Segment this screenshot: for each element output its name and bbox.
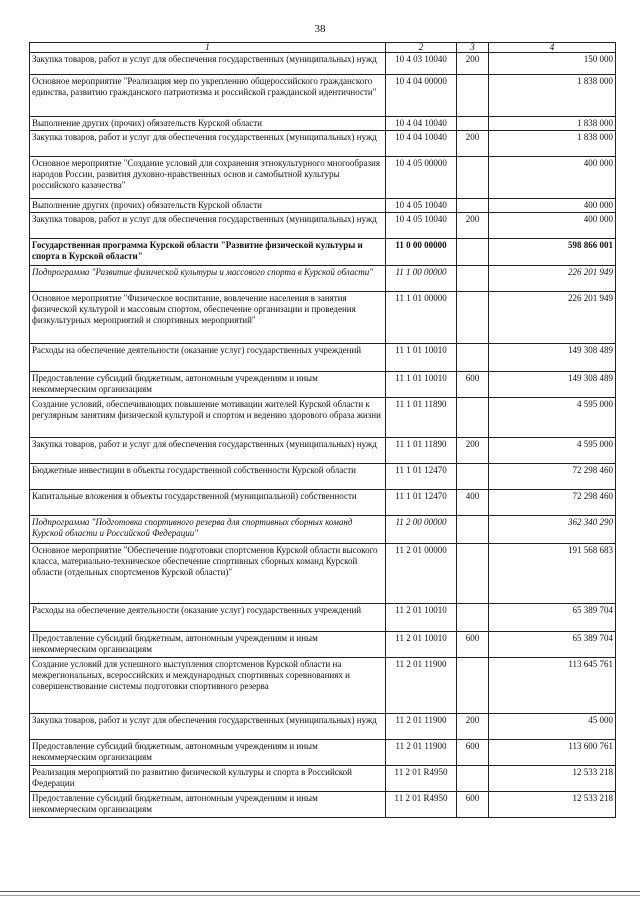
row-code: 10 4 05 00000 xyxy=(386,157,457,199)
row-name: Основное мероприятие "Обеспечение подготовки спортсменов Курской области высокого класса, материально-техническое обеспечение спортивных сборных команд Курской области (отдельных спортсменов Курской области)" xyxy=(30,544,386,604)
row-code: 11 0 00 00000 xyxy=(386,239,457,266)
row-expense-type xyxy=(457,344,489,372)
table-row xyxy=(30,53,616,75)
row-code: 10 4 04 10040 xyxy=(386,131,457,157)
row-code: 11 2 01 11900 xyxy=(386,658,457,714)
row-sum: 149 308 489 xyxy=(489,372,616,398)
row-name: Закупка товаров, работ и услуг для обеспечения государственных (муниципальных) нужд xyxy=(30,714,386,740)
row-sum: 12 533 218 xyxy=(489,766,616,792)
row-sum: 400 000 xyxy=(489,157,616,199)
row-expense-type xyxy=(457,544,489,604)
row-code: 11 2 01 R4950 xyxy=(386,766,457,792)
row-sum: 72 298 460 xyxy=(489,490,616,516)
row-expense-type: 200 xyxy=(457,714,489,740)
table-row xyxy=(30,792,616,818)
row-sum: 226 201 949 xyxy=(489,292,616,344)
row-code: 10 4 03 10040 xyxy=(386,53,457,75)
row-code: 11 1 01 11890 xyxy=(386,438,457,464)
table-row xyxy=(30,766,616,792)
row-sum: 12 533 218 xyxy=(489,792,616,818)
row-code: 11 1 01 11890 xyxy=(386,398,457,438)
table-row xyxy=(30,398,616,438)
row-expense-type: 200 xyxy=(457,438,489,464)
row-sum: 65 389 704 xyxy=(489,604,616,632)
row-expense-type xyxy=(457,239,489,266)
row-code: 10 4 05 10040 xyxy=(386,213,457,239)
row-sum: 65 389 704 xyxy=(489,632,616,658)
table-row xyxy=(30,266,616,292)
row-sum: 113 645 761 xyxy=(489,658,616,714)
row-name: Расходы на обеспечение деятельности (оказание услуг) государственных учреждений xyxy=(30,344,386,372)
row-code: 11 1 00 00000 xyxy=(386,266,457,292)
row-sum: 45 000 xyxy=(489,714,616,740)
table-row xyxy=(30,490,616,516)
row-sum: 191 568 683 xyxy=(489,544,616,604)
row-sum: 400 000 xyxy=(489,199,616,213)
table-row xyxy=(30,438,616,464)
table-row xyxy=(30,117,616,131)
row-name: Создание условий для успешного выступления спортсменов Курской области на межрегиональных, всероссийских и международных спортивных соревнованиях и совершенствование системы подготовки спортивного резерва xyxy=(30,658,386,714)
row-sum: 4 595 000 xyxy=(489,398,616,438)
row-name: Закупка товаров, работ и услуг для обеспечения государственных (муниципальных) нужд xyxy=(30,438,386,464)
row-sum: 1 838 000 xyxy=(489,75,616,117)
row-name: Создание условий, обеспечивающих повышение мотивации жителей Курской области к регулярным занятиям физической культурой и спортом и ведению здорового образа жизни xyxy=(30,398,386,438)
table-row xyxy=(30,604,616,632)
row-name: Основное мероприятие "Создание условий для сохранения этнокультурного многообразия народов России, развития духовно-нравственных основ и самобытной культуры российского казачества" xyxy=(30,157,386,199)
row-sum: 598 866 001 xyxy=(489,239,616,266)
row-sum: 4 595 000 xyxy=(489,438,616,464)
row-name: Реализация мероприятий по развитию физической культуры и спорта в Российской Федерации xyxy=(30,766,386,792)
row-expense-type xyxy=(457,266,489,292)
column-number-row xyxy=(30,43,616,53)
table-row xyxy=(30,372,616,398)
row-name: Государственная программа Курской области "Развитие физической культуры и спорта в Курской области" xyxy=(30,239,386,266)
row-sum: 1 838 000 xyxy=(489,131,616,157)
row-name: Закупка товаров, работ и услуг для обеспечения государственных (муниципальных) нужд xyxy=(30,131,386,157)
table-row xyxy=(30,292,616,344)
row-name: Закупка товаров, работ и услуг для обеспечения государственных (муниципальных) нужд xyxy=(30,53,386,75)
row-name: Основное мероприятие "Физическое воспитание, вовлечение населения в занятия физической культурой и массовым спортом, обеспечение организации и проведения физкультурных мероприятий и спортивных мероприятий" xyxy=(30,292,386,344)
row-code: 11 2 00 00000 xyxy=(386,516,457,544)
row-sum: 226 201 949 xyxy=(489,266,616,292)
row-name: Бюджетные инвестиции в объекты государственной собственности Курской области xyxy=(30,464,386,490)
row-expense-type: 200 xyxy=(457,53,489,75)
row-expense-type xyxy=(457,398,489,438)
row-name: Предоставление субсидий бюджетным, автономным учреждениям и иным некоммерческим организациям xyxy=(30,632,386,658)
row-name: Подпрограмма "Подготовка спортивного резерва для спортивных сборных команд Курской области и Российской Федерации" xyxy=(30,516,386,544)
table-row xyxy=(30,157,616,199)
row-sum: 149 308 489 xyxy=(489,344,616,372)
row-expense-type xyxy=(457,464,489,490)
row-expense-type: 600 xyxy=(457,372,489,398)
table-row xyxy=(30,213,616,239)
table-row xyxy=(30,544,616,604)
row-expense-type xyxy=(457,766,489,792)
row-expense-type: 600 xyxy=(457,792,489,818)
row-code: 11 2 01 R4950 xyxy=(386,792,457,818)
row-code: 11 1 01 10010 xyxy=(386,372,457,398)
row-expense-type: 600 xyxy=(457,740,489,766)
page-bottom-line xyxy=(0,895,640,896)
row-sum: 400 000 xyxy=(489,213,616,239)
column-header: 3 xyxy=(457,43,489,53)
row-expense-type xyxy=(457,658,489,714)
row-sum: 150 000 xyxy=(489,53,616,75)
column-header: 1 xyxy=(30,43,386,53)
row-expense-type: 200 xyxy=(457,131,489,157)
row-expense-type xyxy=(457,604,489,632)
row-code: 11 2 01 00000 xyxy=(386,544,457,604)
row-code: 11 2 01 10010 xyxy=(386,632,457,658)
row-expense-type xyxy=(457,516,489,544)
row-sum: 113 600 761 xyxy=(489,740,616,766)
row-code: 11 1 01 12470 xyxy=(386,490,457,516)
table-row xyxy=(30,740,616,766)
row-expense-type xyxy=(457,157,489,199)
row-name: Основное мероприятие "Реализация мер по укреплению общероссийского гражданского единства, развитию гражданского патриотизма и российской гражданской идентичности" xyxy=(30,75,386,117)
row-name: Капитальные вложения в объекты государственной (муниципальной) собственности xyxy=(30,490,386,516)
row-name: Предоставление субсидий бюджетным, автономным учреждениям и иным некоммерческим организациям xyxy=(30,792,386,818)
row-code: 10 4 04 00000 xyxy=(386,75,457,117)
row-code: 11 1 01 10010 xyxy=(386,344,457,372)
row-code: 10 4 05 10040 xyxy=(386,199,457,213)
table-row xyxy=(30,199,616,213)
table-row xyxy=(30,344,616,372)
row-expense-type: 400 xyxy=(457,490,489,516)
table-row xyxy=(30,658,616,714)
row-name: Предоставление субсидий бюджетным, автономным учреждениям и иным некоммерческим организациям xyxy=(30,372,386,398)
row-expense-type xyxy=(457,292,489,344)
row-name: Расходы на обеспечение деятельности (оказание услуг) государственных учреждений xyxy=(30,604,386,632)
row-code: 11 1 01 12470 xyxy=(386,464,457,490)
table-row xyxy=(30,632,616,658)
row-expense-type: 200 xyxy=(457,213,489,239)
table-row xyxy=(30,131,616,157)
row-sum: 362 340 290 xyxy=(489,516,616,544)
table-row xyxy=(30,75,616,117)
row-sum: 72 298 460 xyxy=(489,464,616,490)
row-code: 11 2 01 11900 xyxy=(386,740,457,766)
table-row xyxy=(30,516,616,544)
row-name: Закупка товаров, работ и услуг для обеспечения государственных (муниципальных) нужд xyxy=(30,213,386,239)
row-code: 11 2 01 11900 xyxy=(386,714,457,740)
table-row xyxy=(30,464,616,490)
row-expense-type xyxy=(457,75,489,117)
column-header: 2 xyxy=(386,43,457,53)
table-row xyxy=(30,239,616,266)
budget-table xyxy=(29,42,616,818)
row-name: Выполнение других (прочих) обязательств Курской области xyxy=(30,117,386,131)
row-code: 11 1 01 00000 xyxy=(386,292,457,344)
row-name: Подпрограмма "Развитие физической культуры и массового спорта в Курской области" xyxy=(30,266,386,292)
row-sum: 1 838 000 xyxy=(489,117,616,131)
row-expense-type xyxy=(457,117,489,131)
row-expense-type: 600 xyxy=(457,632,489,658)
row-code: 10 4 04 10040 xyxy=(386,117,457,131)
table-row xyxy=(30,714,616,740)
column-header: 4 xyxy=(489,43,616,53)
page-number: 38 xyxy=(314,23,326,35)
row-expense-type xyxy=(457,199,489,213)
row-name: Выполнение других (прочих) обязательств Курской области xyxy=(30,199,386,213)
row-code: 11 2 01 10010 xyxy=(386,604,457,632)
page-bottom-line xyxy=(0,891,640,892)
row-name: Предоставление субсидий бюджетным, автономным учреждениям и иным некоммерческим организациям xyxy=(30,740,386,766)
